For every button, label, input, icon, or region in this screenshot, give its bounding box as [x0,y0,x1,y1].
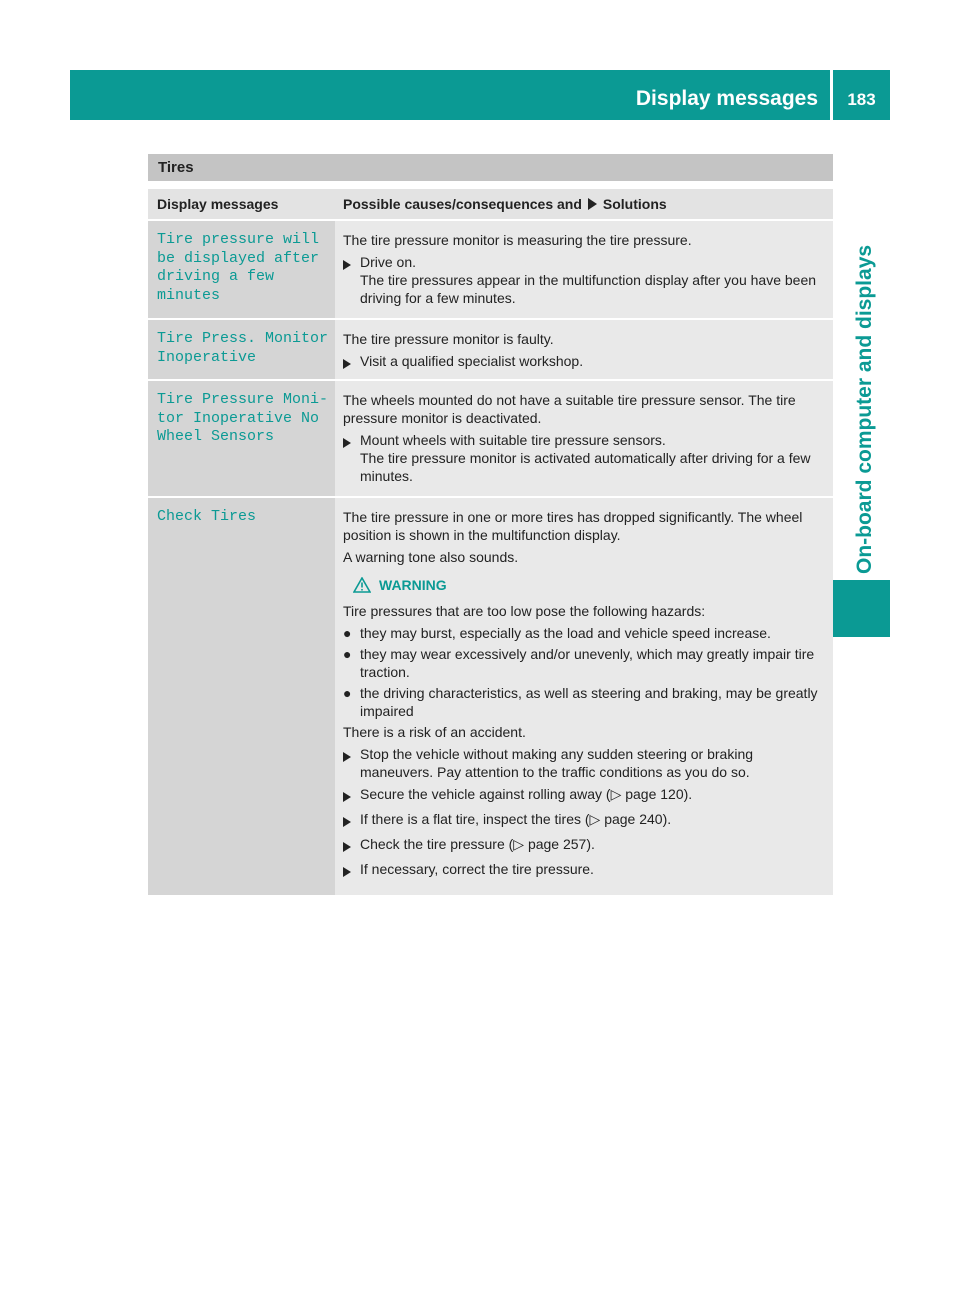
action-arrow-icon [343,359,351,369]
header-bar [70,70,830,120]
bullet-item: ● they may wear excessively and/or unevenly, which may greatly impair tire traction. [343,646,815,680]
col-causes: Possible causes/consequences and Solutions [343,196,667,212]
table-row [148,221,833,320]
causes-solutions: The tire pressure monitor is faulty. Visit a qualified specialist workshop. [335,320,833,379]
causes-solutions: The wheels mounted do not have a suitable tire pressure sensor. The tire pressure monitor is deactivated. Mount wheels with suitable tire pressure sensors. The tire pressure monitor is activated automatically after driving for a few minutes. [335,381,833,496]
action-arrow-icon [343,752,351,762]
action-arrow-icon [343,438,351,448]
table-row [148,498,833,897]
chapter-marker [833,580,890,637]
action-arrow-icon [588,198,597,210]
bullet-item: ● the driving characteristics, as well as steering and braking, may be greatly impaired [343,685,818,719]
table-row [148,381,833,498]
action-arrow-icon [343,842,351,852]
causes-solutions: The tire pressure in one or more tires has dropped significantly. The wheel position is shown in the multifunction display. A warning tone also sounds. WARNING Tire pressures that are too low pose the following hazards: ● they may burst, especially as the load and vehicle speed increase. ● they may wear excessively and/or unevenly, which may greatly impair tire traction. ● the driving characteristics, as well as steering and braking, may be greatly impaired There is a risk of an accident. Stop the vehicle without making any sudden steering or braking maneuvers. Pay attention to the traffic conditions as you do so. Secure the vehicle against rolling away (▷ page 120). If there is a flat tire, inspect the tires (▷ page 240). Check the tire pressure (▷ page 257). If necessary, correct the tire pressure. [335,498,833,895]
action-arrow-icon [343,260,351,270]
bullet-item: ● they may burst, especially as the load and vehicle speed increase. [343,625,771,641]
warning-heading: WARNING [343,576,826,594]
display-message: Tire Pressure Moni‐ tor Inoperative No Wheel Sensors [148,381,335,496]
chapter-label: On-board computer and displays [853,244,876,574]
action-item: Secure the vehicle against rolling away (▷ page 120). [343,785,826,806]
action-item: Visit a qualified specialist workshop. [343,352,826,373]
action-item: Mount wheels with suitable tire pressure sensors. The tire pressure monitor is activated automatically after driving for a few minutes. [343,431,826,485]
table-title: Tires [148,154,833,181]
action-arrow-icon [343,817,351,827]
action-arrow-icon [343,792,351,802]
col-display-messages: Display messages [157,196,279,212]
action-item: If there is a flat tire, inspect the tires (▷ page 240). [343,810,826,831]
causes-solutions: The tire pressure monitor is measuring the tire pressure. Drive on. The tire pressures appear in the multifunction display after you have been driving for a few minutes. [335,221,833,318]
tires-table [148,154,833,897]
warning-triangle-icon [353,577,371,593]
action-arrow-icon [343,867,351,877]
action-item: Check the tire pressure (▷ page 257). [343,835,826,856]
action-item: Stop the vehicle without making any sudden steering or braking maneuvers. Pay attention to the traffic conditions as you do so. [343,745,826,781]
display-message: Tire Press. Monitor Inoperative [148,320,335,379]
display-message: Check Tires [148,498,335,895]
table-header [148,189,833,221]
action-item: If necessary, correct the tire pressure. [343,860,826,881]
action-item: Drive on. The tire pressures appear in the multifunction display after you have been driving for a few minutes. [343,253,826,307]
display-message: Tire pressure will be displayed after driving a few minutes [148,221,335,318]
section-title: Display messages [635,87,818,110]
page-number-box [833,70,890,120]
page-number: 183 [847,90,876,109]
table-row [148,320,833,381]
